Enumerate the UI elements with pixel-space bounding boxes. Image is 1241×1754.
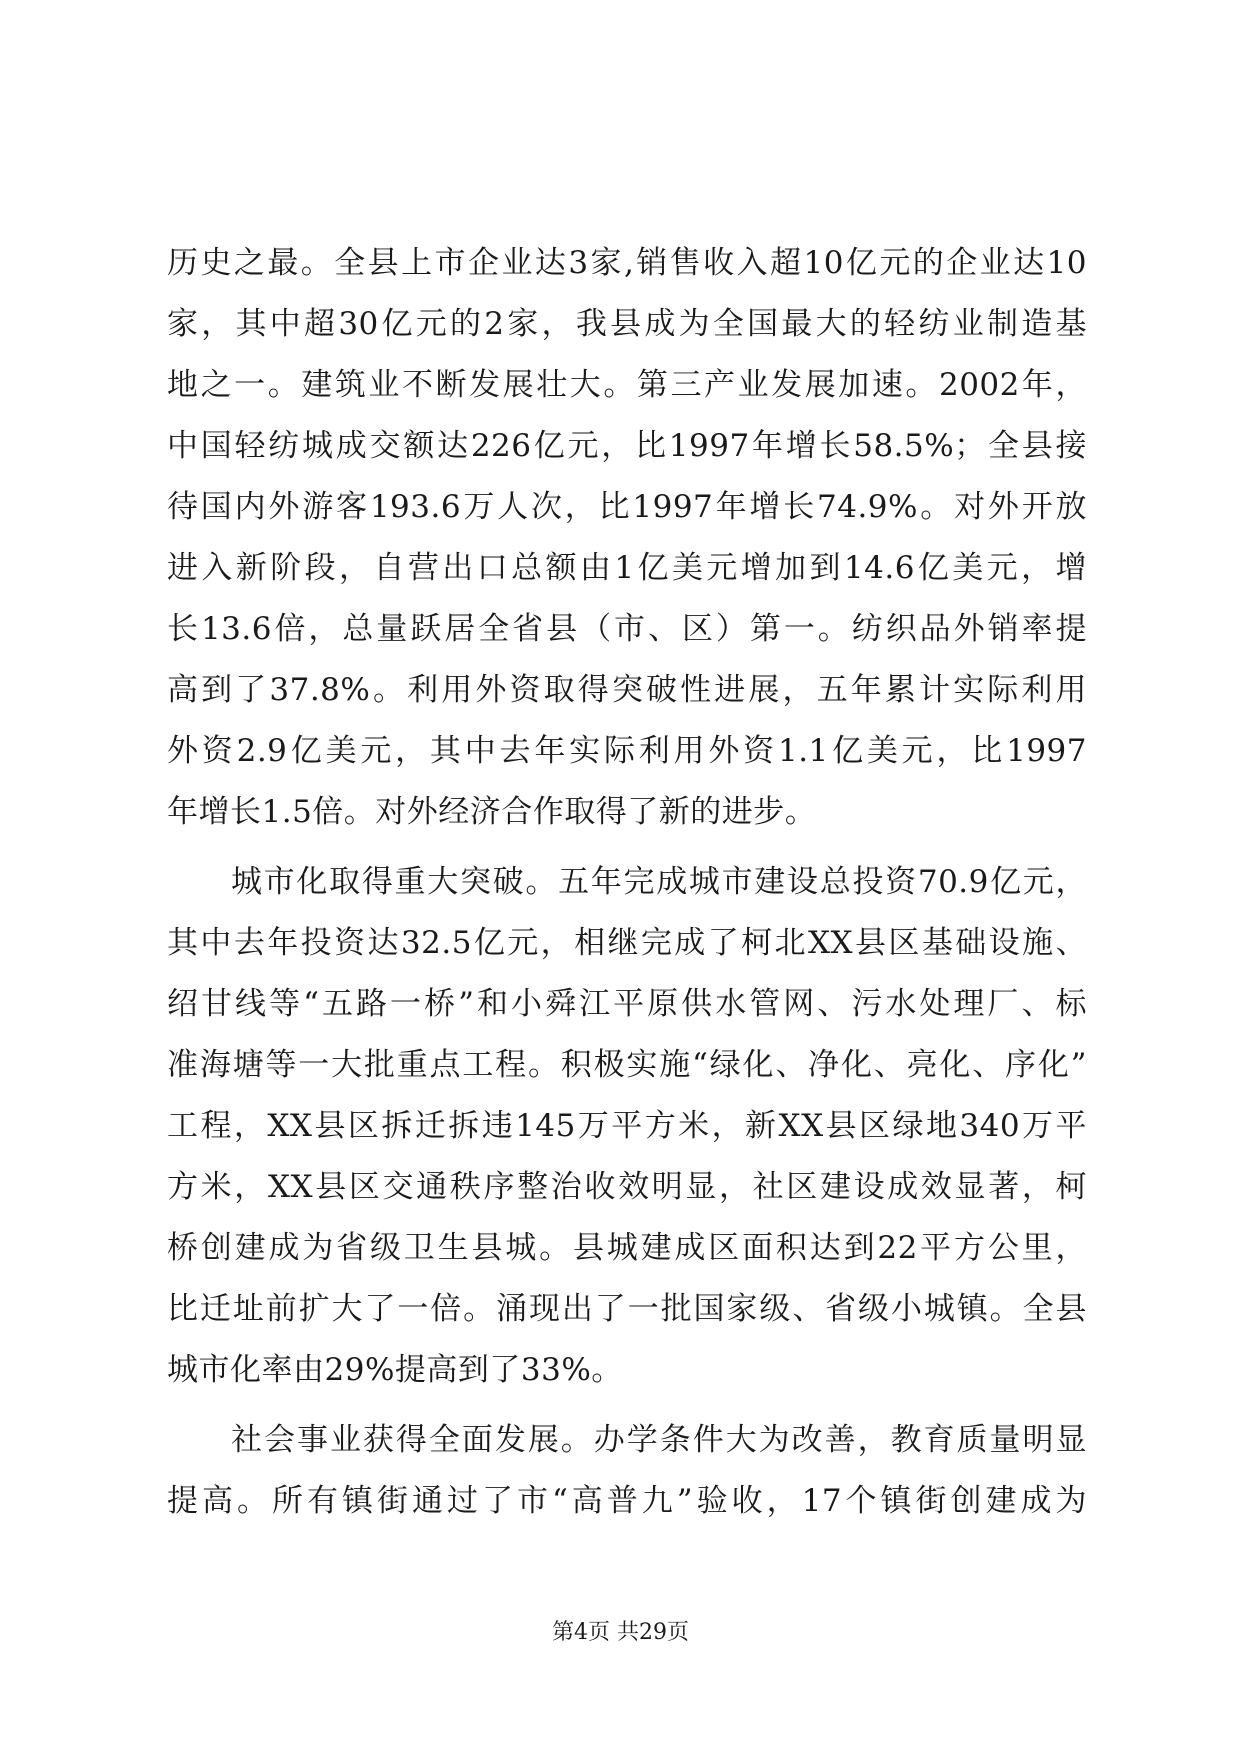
text-line: 社会事业获得全面发展。办学条件大为改善，教育质量明显 bbox=[231, 1422, 1087, 1458]
text-line: 待国内外游客193.6万人次，比1997年增长74.9%。对外开放 bbox=[167, 489, 1087, 525]
text-line: 桥创建成为省级卫生县城。县城建成区面积达到22平方公里， bbox=[167, 1230, 1087, 1266]
text-line: 外资2.9亿美元，其中去年实际利用外资1.1亿美元，比1997 bbox=[167, 733, 1087, 769]
text-line: 准海塘等一大批重点工程。积极实施“绿化、净化、亮化、序化” bbox=[167, 1047, 1087, 1083]
text-line: 历史之最。全县上市企业达3家,销售收入超10亿元的企业达10 bbox=[167, 245, 1087, 281]
text-line: 高到了37.8%。利用外资取得突破性进展，五年累计实际利用 bbox=[167, 672, 1087, 708]
page-number: 第4页 共29页 bbox=[552, 1620, 689, 1645]
text-line: 年增长1.5倍。对外经济合作取得了新的进步。 bbox=[167, 794, 817, 830]
text-line: 绍甘线等“五路一桥”和小舜江平原供水管网、污水处理厂、标 bbox=[167, 986, 1087, 1022]
text-line: 进入新阶段，自营出口总额由1亿美元增加到14.6亿美元，增 bbox=[167, 550, 1087, 586]
text-line: 中国轻纺城成交额达226亿元，比1997年增长58.5%；全县接 bbox=[167, 428, 1087, 464]
paragraph-urbanization bbox=[167, 852, 1087, 1401]
text-line: 城市化率由29%提高到了33%。 bbox=[167, 1352, 623, 1388]
paragraph-economy bbox=[167, 233, 1087, 843]
text-line: 家，其中超30亿元的2家，我县成为全国最大的轻纺业制造基 bbox=[167, 306, 1087, 342]
paragraph-social bbox=[167, 1410, 1087, 1532]
body-text bbox=[167, 233, 1087, 1532]
text-line: 地之一。建筑业不断发展壮大。第三产业发展加速。2002年， bbox=[167, 367, 1087, 403]
text-line: 提高。所有镇街通过了市“高普九”验收，17个镇街创建成为 bbox=[167, 1483, 1087, 1519]
text-line: 比迁址前扩大了一倍。涌现出了一批国家级、省级小城镇。全县 bbox=[167, 1291, 1087, 1327]
text-line: 方米，XX县区交通秩序整治收效明显，社区建设成效显著，柯 bbox=[167, 1169, 1087, 1205]
page-footer bbox=[0, 1618, 1241, 1648]
text-line: 工程，XX县区拆迁拆违145万平方米，新XX县区绿地340万平 bbox=[167, 1108, 1087, 1144]
text-line: 城市化取得重大突破。五年完成城市建设总投资70.9亿元， bbox=[231, 864, 1087, 900]
text-line: 长13.6倍，总量跃居全省县（市、区）第一。纺织品外销率提 bbox=[167, 611, 1087, 647]
text-line: 其中去年投资达32.5亿元，相继完成了柯北XX县区基础设施、 bbox=[167, 925, 1087, 961]
